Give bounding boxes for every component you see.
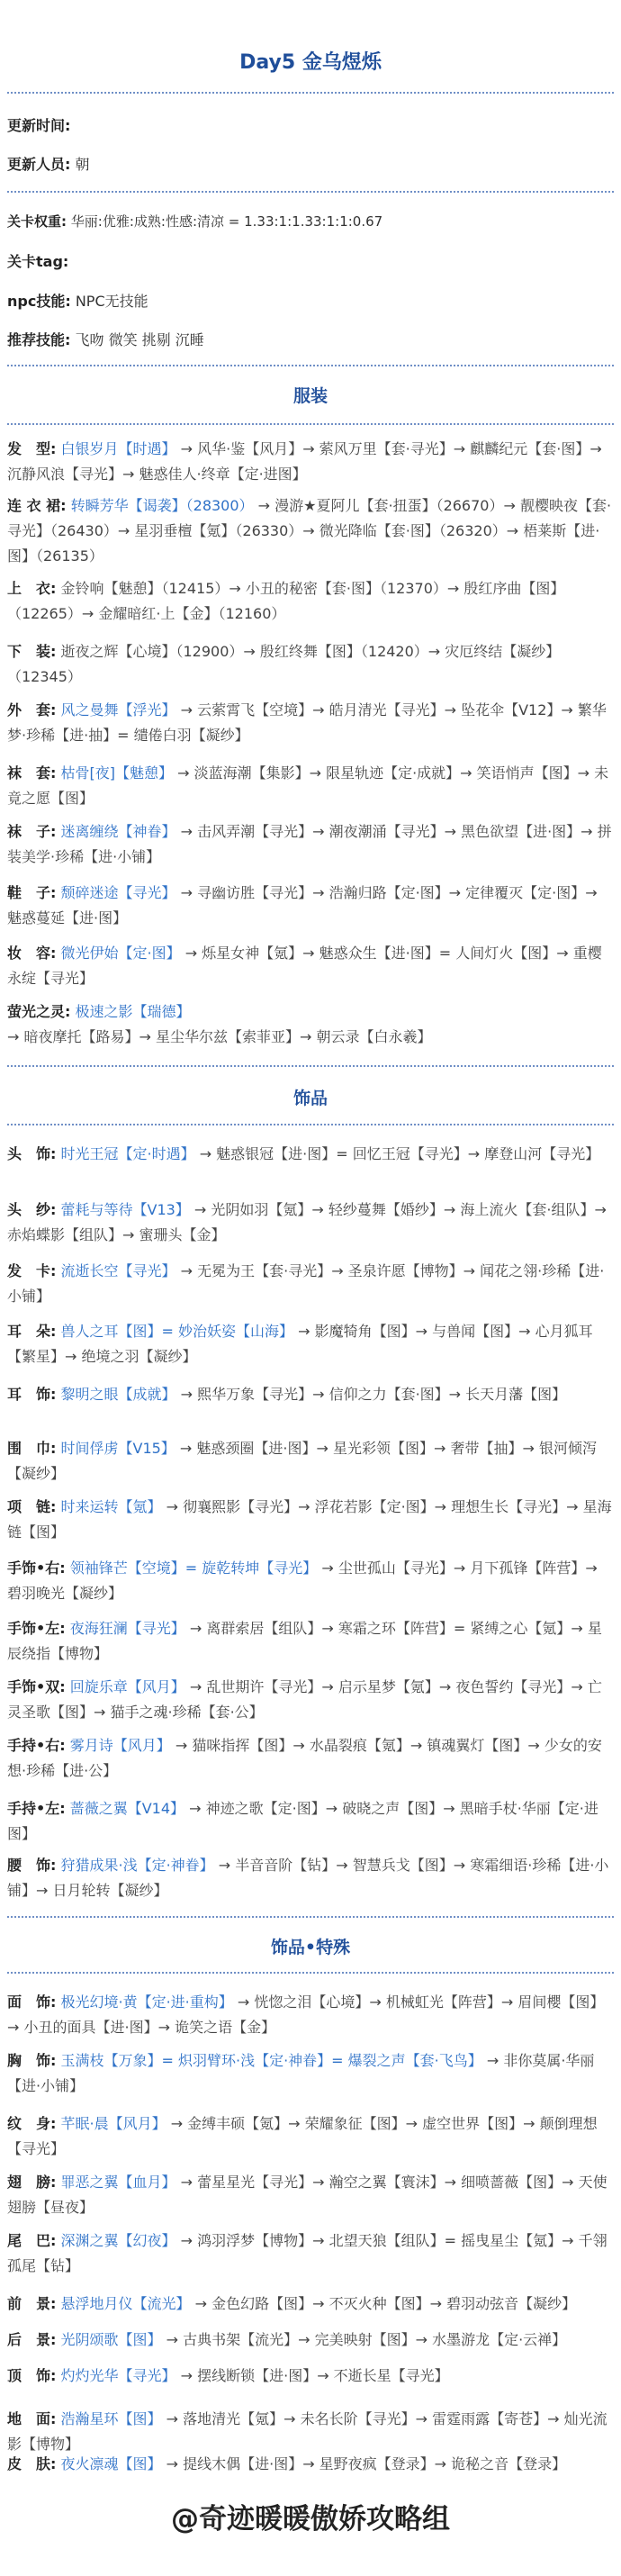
update-time-label: 更新时间: — [7, 117, 71, 134]
weights-row — [7, 208, 614, 235]
item-top-pick: 雾月诗【风月】 — [69, 1737, 171, 1754]
item-alternatives: → 落地清光【氪】→ 未名长阶【寻光】→ 雷霆雨露【寄苍】→ 灿光流影【博物】 — [7, 2410, 608, 2453]
npc-value: NPC无技能 — [75, 293, 148, 310]
item-label: 翅 膀: — [7, 2174, 57, 2191]
item-top-pick: 夜火凛魂【图】 — [60, 2455, 162, 2472]
item-alternatives: → 击风弄潮【寻光】→ 潮夜潮涌【寻光】→ 黑色欲望【进·图】→ 拼装美学·珍稀【进·小铺】 — [7, 823, 612, 865]
item-alternatives: → 半音音阶【钻】→ 智慧兵戈【图】→ 寒霜细语·珍稀【进·小铺】→ 日月轮转【凝纱】 — [7, 1857, 609, 1899]
item-label: 发 型: — [7, 440, 57, 457]
item-alternatives: → 恍惚之泪【心境】→ 机械虹光【阵营】→ 眉间櫻【图】→ 小丑的面具【进·图】→ 诡笑之语【金】 — [7, 1993, 605, 2036]
item-label: 手饰•左: — [7, 1620, 66, 1637]
item-top-pick: 回旋乐章【风月】 — [69, 1678, 185, 1695]
item-alternatives: → 乱世期许【寻光】→ 启示星梦【氪】→ 夜色誓约【寻光】→ 亡灵圣歌【图】→ 猫手之魂·珍稀【套·公】 — [7, 1678, 602, 1721]
divider — [7, 365, 614, 366]
list-item — [7, 1990, 614, 2040]
list-item — [7, 493, 614, 569]
page-title: Day5 金乌煜烁 — [239, 51, 382, 74]
item-top-pick: 极速之影【瑞德】 — [75, 1003, 191, 1020]
item-top-pick: 黎明之眼【成就】 — [60, 1386, 176, 1403]
item-top-pick: 风之曼舞【浮光】 — [60, 701, 176, 719]
update-time-row — [7, 113, 614, 140]
item-label: 萤光之灵: — [7, 1003, 71, 1020]
divider — [7, 1916, 614, 1918]
list-item — [7, 1495, 614, 1545]
item-alternatives: → 暗夜摩托【路易】→ 星尘华尔兹【索菲亚】→ 朝云录【白永羲】 — [7, 1028, 432, 1045]
list-item — [7, 437, 614, 487]
item-top-pick: 夜海狂澜【寻光】 — [69, 1620, 185, 1637]
list-item — [7, 698, 614, 748]
item-label: 皮 肤: — [7, 2455, 57, 2472]
item-label: 后 景: — [7, 2331, 57, 2348]
list-item — [7, 1796, 614, 1847]
item-alternatives: → 风华·鉴【风月】→ 萦风万里【套·寻光】→ 麒麟纪元【套·图】→ 沉静风浪【寻光】→ 魅惑佳人·终章【定·进图】 — [7, 440, 602, 483]
weights-value: 华丽:优雅:成熟:性感:清凉 = 1.33:1:1.33:1:1:0.67 — [70, 213, 383, 230]
rec-label: 推荐技能: — [7, 331, 71, 348]
item-alternatives: → 寻幽访胜【寻光】→ 浩瀚归路【定·图】→ 定律覆灭【定·图】→ 魅惑蔓延【进·图】 — [7, 884, 598, 926]
item-top-pick: 蕾耗与等待【V13】 — [60, 1201, 190, 1218]
item-alternatives: → 熙华万象【寻光】→ 信仰之力【套·图】→ 长天月藩【图】 — [180, 1386, 567, 1403]
item-alternatives: → 提线木偶【进·图】→ 星野夜疯【登录】→ 诡秘之音【登录】 — [166, 2455, 567, 2472]
section-title-special: 饰品•特殊 — [270, 1938, 351, 1957]
item-top-pick: 时间俘虏【V15】 — [60, 1440, 176, 1457]
item-label: 手持•右: — [7, 1737, 66, 1754]
item-alternatives: → 蕾星星光【寻光】→ 瀚空之翼【寰沫】→ 细喷蔷薇【图】→ 天使翅膀【昼夜】 — [7, 2174, 608, 2216]
list-item — [7, 761, 614, 811]
item-top-pick: 白银岁月【时遇】 — [60, 440, 176, 457]
list-item — [7, 1853, 614, 1903]
item-label: 面 饰: — [7, 1993, 57, 2011]
item-label: 袜 子: — [7, 823, 57, 840]
list-item — [7, 1556, 614, 1606]
updater-value: 朝 — [75, 156, 90, 173]
item-top-pick: 枯骨[夜]【魅憩】 — [60, 764, 173, 782]
item-top-pick: 迷离缠绕【神眷】 — [60, 823, 176, 840]
item-label: 纹 身: — [7, 2115, 57, 2132]
item-alternatives: → 尘世孤山【寻光】→ 月下孤锋【阵营】→ 碧羽晚光【凝纱】 — [7, 1559, 598, 1602]
list-item — [7, 819, 614, 870]
item-alternatives: 金铃响【魅憩】（12415）→ 小丑的秘密【套·图】（12370）→ 殷红序曲【图】（12265）→ 金耀暗红·上【金】（12160） — [7, 580, 565, 622]
item-top-pick: 颓碎迷途【寻光】 — [60, 884, 176, 901]
list-item — [7, 2291, 614, 2317]
item-alternatives: 逝夜之辉【心境】（12900）→ 殷红终舞【图】（12420）→ 灾厄终结【凝纱】（12345） — [7, 643, 561, 685]
divider — [7, 1972, 614, 1974]
item-alternatives: → 鸿羽浮梦【博物】→ 北望天狼【组队】= 摇曳星尘【氪】→ 千翎孤尾【钻】 — [7, 2232, 608, 2274]
item-label: 下 装: — [7, 643, 57, 660]
item-top-pick: 深渊之翼【幻夜】 — [60, 2232, 176, 2249]
footer-watermark: @奇迹暖暖傲娇攻略组 — [171, 2503, 450, 2535]
item-alternatives: → 金缚丰硕【氪】→ 荣耀象征【图】→ 虚空世界【图】→ 颠倒理想【寻光】 — [7, 2115, 598, 2157]
list-item — [7, 1142, 614, 1167]
list-item — [7, 941, 614, 991]
updater-row — [7, 151, 614, 178]
item-alternatives: → 云萦霄飞【空境】→ 皓月清光【寻光】→ 坠花伞【V12】→ 繁华梦·珍稀【进·抽】= 缱倦白羽【凝纱】 — [7, 701, 607, 744]
item-label: 项 链: — [7, 1498, 57, 1515]
section-title-accessories: 饰品 — [292, 1089, 328, 1108]
list-item — [7, 2228, 614, 2279]
item-top-pick: 玉满枝【万象】= 炽羽臂环·浅【定·神眷】= 爆裂之声【套·飞鸟】 — [60, 2052, 482, 2069]
list-item — [7, 2111, 614, 2162]
list-item — [7, 2452, 614, 2477]
item-label: 上 衣: — [7, 580, 57, 597]
item-label: 尾 巴: — [7, 2232, 57, 2249]
item-top-pick: 悬浮地月仪【流光】 — [60, 2295, 191, 2312]
item-label: 头 纱: — [7, 1201, 57, 1218]
list-item — [7, 1319, 614, 1369]
npc-label: npc技能: — [7, 293, 71, 310]
list-item — [7, 1733, 614, 1784]
npc-row — [7, 288, 614, 315]
item-label: 胸 饰: — [7, 2052, 57, 2069]
item-alternatives: → 淡蓝海潮【集影】→ 限星轨迹【定·成就】→ 笑语悄声【图】→ 未竟之愿【图】 — [7, 764, 609, 807]
item-label: 手饰•右: — [7, 1559, 66, 1577]
item-top-pick: 灼灼光华【寻光】 — [60, 2367, 176, 2384]
item-label: 袜 套: — [7, 764, 57, 782]
list-item — [7, 999, 614, 1050]
item-top-pick: 光阴颂歌【图】 — [60, 2331, 162, 2348]
item-alternatives: → 魅惑颈圈【进·图】→ 星光彩领【图】→ 奢带【抽】→ 银河倾泻【凝纱】 — [7, 1440, 597, 1482]
rec-value: 飞吻 微笑 挑剔 沉睡 — [75, 331, 204, 348]
item-top-pick: 时光王冠【定·时遇】 — [60, 1145, 195, 1162]
list-item — [7, 2048, 614, 2099]
item-alternatives: → 非你莫属·华丽【进·小铺】 — [7, 2052, 595, 2094]
item-label: 头 饰: — [7, 1145, 57, 1162]
tag-row — [7, 249, 614, 276]
item-label: 手饰•双: — [7, 1678, 66, 1695]
item-label: 手持•左: — [7, 1800, 66, 1817]
item-alternatives: → 烁星女神【氪】→ 魅惑众生【进·图】= 人间灯火【图】→ 重樱永绽【寻光】 — [7, 945, 602, 987]
divider — [7, 423, 614, 425]
list-item — [7, 639, 614, 690]
item-top-pick: 浩瀚星环【图】 — [60, 2410, 162, 2427]
item-alternatives: → 无冕为王【套·寻光】→ 圣泉许愿【博物】→ 闻花之翎·珍稀【进·小铺】 — [7, 1262, 605, 1305]
item-label: 发 卡: — [7, 1262, 57, 1279]
divider — [7, 92, 614, 94]
item-top-pick: 蔷薇之翼【V14】 — [69, 1800, 185, 1817]
divider — [7, 191, 614, 193]
item-alternatives: → 金色幻路【图】→ 不灭火种【图】→ 碧羽动弦音【凝纱】 — [194, 2295, 577, 2312]
item-label: 顶 饰: — [7, 2367, 57, 2384]
item-top-pick: 兽人之耳【图】= 妙治妖姿【山海】 — [60, 1323, 293, 1340]
item-label: 围 巾: — [7, 1440, 57, 1457]
item-label: 连 衣 裙: — [7, 497, 67, 514]
list-item — [7, 1675, 614, 1725]
item-top-pick: 极光幻境·黄【定·进·重构】 — [60, 1993, 233, 2011]
item-top-pick: 罪恶之翼【血月】 — [60, 2174, 176, 2191]
item-label: 耳 朵: — [7, 1323, 57, 1340]
item-label: 鞋 子: — [7, 884, 57, 901]
item-top-pick: 领袖锋芒【空境】= 旋乾转坤【寻光】 — [69, 1559, 318, 1577]
item-alternatives: → 光阴如羽【氪】→ 轻纱蔓舞【婚纱】→ 海上流火【套·组队】→ 赤焰蝶影【组队】→ 蜜珊头【金】 — [7, 1201, 607, 1243]
item-alternatives: → 魅惑银冠【进·图】= 回忆王冠【寻光】→ 摩登山河【寻光】 — [199, 1145, 600, 1162]
list-item — [7, 1616, 614, 1667]
item-top-pick: 转瞬芳华【谒袭】（28300） — [70, 497, 254, 514]
item-top-pick: 狩猎成果·浅【定·神眷】 — [60, 1857, 214, 1874]
item-top-pick: 芊眠·晨【风月】 — [60, 2115, 166, 2132]
list-item — [7, 2364, 614, 2389]
item-label: 前 景: — [7, 2295, 57, 2312]
list-item — [7, 2407, 614, 2457]
divider — [7, 1065, 614, 1067]
weights-label: 关卡权重: — [7, 213, 67, 230]
section-title-clothes: 服装 — [292, 386, 328, 406]
item-alternatives: → 离群索居【组队】→ 寒霜之环【阵营】= 紧缚之心【氪】→ 星辰绕指【博物】 — [7, 1620, 602, 1662]
item-label: 腰 饰: — [7, 1857, 57, 1874]
item-label: 耳 饰: — [7, 1386, 57, 1403]
item-top-pick: 微光伊始【定·图】 — [60, 945, 181, 962]
item-alternatives: → 猫咪指挥【图】→ 水晶裂痕【氪】→ 镇魂翼灯【图】→ 少女的安想·珍稀【进·公】 — [7, 1737, 602, 1779]
item-label: 地 面: — [7, 2410, 57, 2427]
item-alternatives: → 影魔犄角【图】→ 与兽闻【图】→ 心月狐耳【繁星】→ 绝境之羽【凝纱】 — [7, 1323, 593, 1365]
list-item — [7, 881, 614, 931]
divider — [7, 1124, 614, 1125]
list-item — [7, 1259, 614, 1309]
list-item — [7, 2327, 614, 2353]
item-alternatives: → 彻襄熙影【寻光】→ 浮花若影【定·图】→ 理想生长【寻光】→ 星海链【图】 — [7, 1498, 612, 1541]
item-alternatives: → 古典书架【流光】→ 完美映射【图】→ 水墨游龙【定·云禅】 — [166, 2331, 567, 2348]
item-alternatives: → 摆线断锁【进·图】→ 不逝长星【寻光】 — [180, 2367, 449, 2384]
item-top-pick: 时来运转【氪】 — [60, 1498, 162, 1515]
item-alternatives: → 神迹之歌【定·图】→ 破晓之声【图】→ 黑暗手杖·华丽【定·进图】 — [7, 1800, 598, 1842]
updater-label: 更新人员: — [7, 156, 71, 173]
rec-row — [7, 327, 614, 354]
list-item — [7, 576, 614, 627]
tag-label: 关卡tag: — [7, 253, 69, 270]
list-item — [7, 2170, 614, 2220]
list-item — [7, 1198, 614, 1248]
list-item — [7, 1436, 614, 1487]
item-top-pick: 流逝长空【寻光】 — [60, 1262, 176, 1279]
item-label: 外 套: — [7, 701, 57, 719]
list-item — [7, 1382, 614, 1407]
item-label: 妆 容: — [7, 945, 57, 962]
item-alternatives: → 漫游★夏阿儿【套·扭蛋】（26670）→ 靓樱映夜【套·寻光】（26430）→ 星羽垂檀【氪】（26330）→ 微光降临【套·图】（26320）→ 梧莱斯【进·图】（26135） — [7, 497, 612, 565]
